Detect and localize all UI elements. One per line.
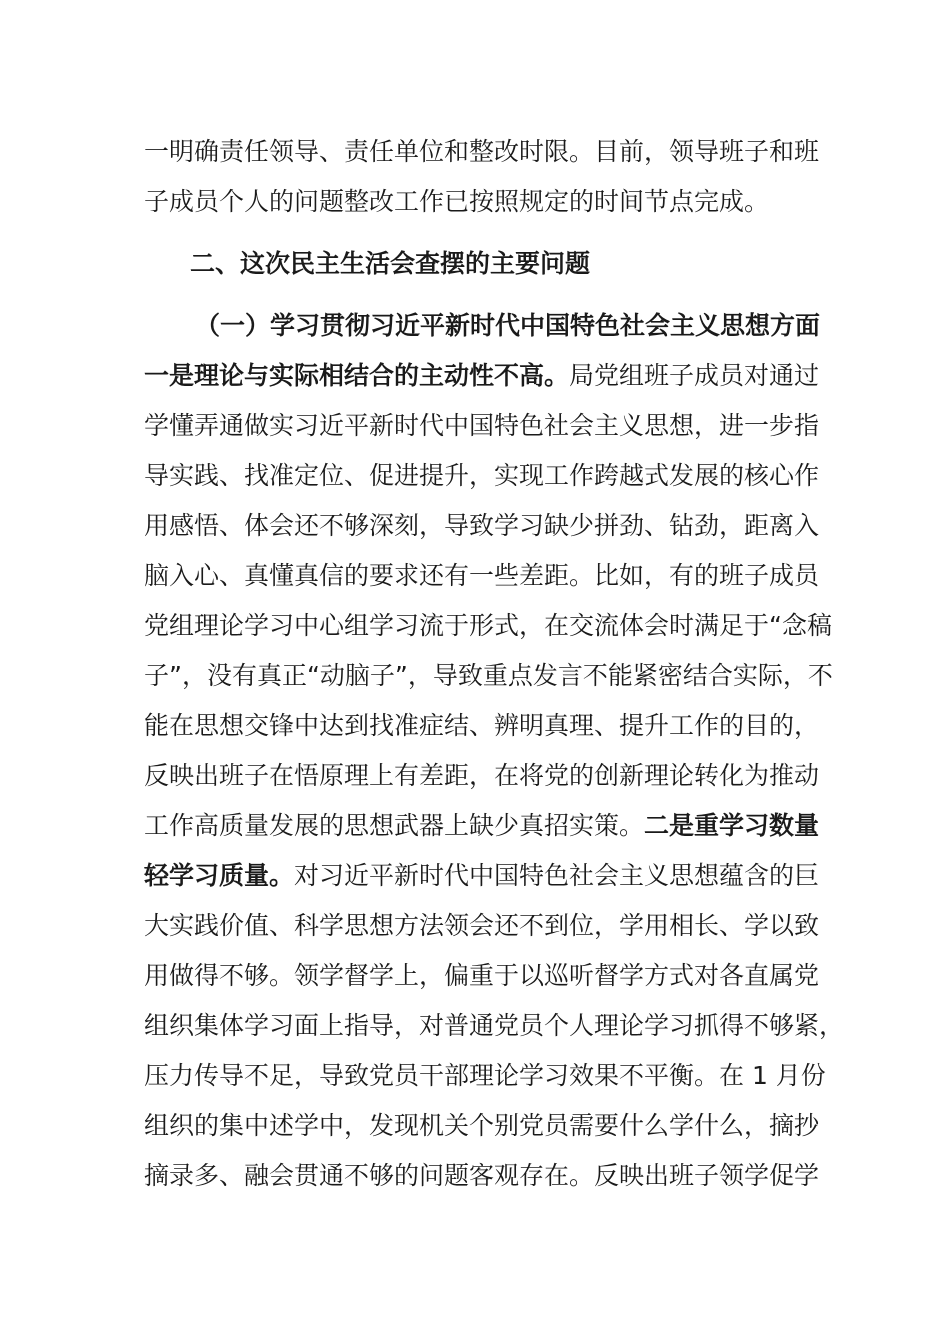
paragraph-line: 一是理论与实际相结合的主动性不高。局党组班子成员对通过 [144,361,820,390]
paragraph-line: 党组理论学习中心组学习流于形式，在交流体会时满足于“念稿 [144,611,832,640]
paragraph-line: 子成员个人的问题整改工作已按照规定的时间节点完成。 [144,187,770,216]
paragraph-line: 能在思想交锋中达到找准症结、辨明真理、提升工作的目的， [144,711,820,740]
paragraph-line: 工作高质量发展的思想武器上缺少真招实策。二是重学习数量 [144,811,820,840]
section-heading: 二、这次民主生活会查摆的主要问题 [190,249,591,278]
paragraph-line: 子”，没有真正“动脑子”，导致重点发言不能紧密结合实际，不 [144,661,833,690]
paragraph-line: 组织的集中述学中，发现机关个别党员需要什么学什么，摘抄 [144,1111,820,1140]
paragraph-line: 一明确责任领导、责任单位和整改时限。目前，领导班子和班 [144,137,820,166]
subsection-heading: （一）学习贯彻习近平新时代中国特色社会主义思想方面 [195,311,821,340]
point-two-title: 二是重学习数量 [644,811,820,840]
paragraph-line: 大实践价值、科学思想方法领会还不到位，学用相长、学以致 [144,911,820,940]
paragraph-line: 轻学习质量。对习近平新时代中国特色社会主义思想蕴含的巨 [144,861,820,890]
paragraph-line: 脑入心、真懂真信的要求还有一些差距。比如，有的班子成员 [144,561,820,590]
paragraph-line: 学懂弄通做实习近平新时代中国特色社会主义思想，进一步指 [144,411,820,440]
paragraph-line: 用感悟、体会还不够深刻，导致学习缺少拼劲、钻劲，距离入 [144,511,820,540]
point-one-title: 一是理论与实际相结合的主动性不高。 [144,361,570,390]
paragraph-line: 用做得不够。领学督学上，偏重于以巡听督学方式对各直属党 [144,961,820,990]
paragraph-line: 摘录多、融会贯通不够的问题客观存在。反映出班子领学促学 [144,1161,820,1190]
paragraph-line: 压力传导不足，导致党员干部理论学习效果不平衡。在 1 月份 [144,1061,826,1090]
paragraph-line: 导实践、找准定位、促进提升，实现工作跨越式发展的核心作 [144,461,820,490]
paragraph-line: 组织集体学习面上指导，对普通党员个人理论学习抓得不够紧， [144,1011,845,1040]
point-two-title-cont: 轻学习质量。 [144,861,295,890]
paragraph-line: 反映出班子在悟原理上有差距，在将党的创新理论转化为推动 [144,761,820,790]
